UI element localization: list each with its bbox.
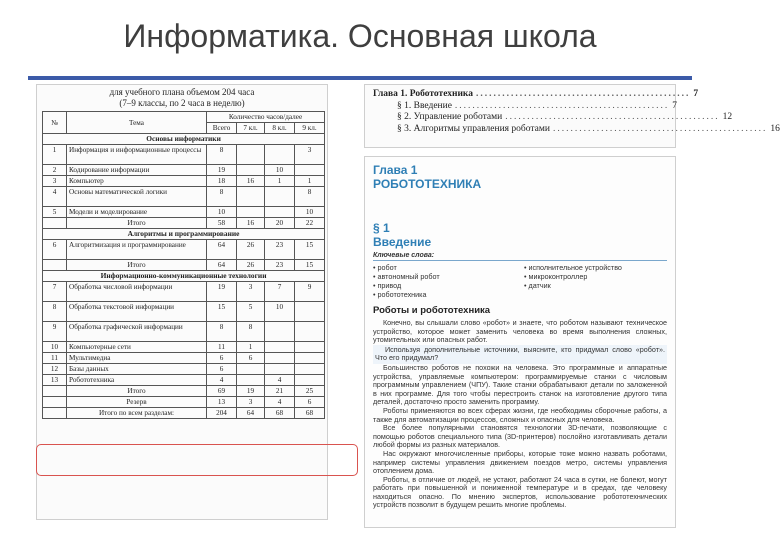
cell-grade7: 26 — [237, 260, 265, 271]
title-divider — [28, 76, 692, 80]
column-header-num: № — [43, 112, 67, 134]
cell-num — [43, 386, 67, 397]
cell-grade8: 23 — [265, 240, 295, 260]
cell-total: 18 — [207, 176, 237, 187]
cell-grade8 — [265, 353, 295, 364]
keyword-item: • робот — [373, 263, 516, 272]
keyword-item: • привод — [373, 281, 516, 290]
keyword-item: • робототехника — [373, 290, 516, 299]
cell-grade8 — [265, 207, 295, 218]
cell-grade9: 9 — [295, 282, 325, 302]
cell-num — [43, 408, 67, 419]
cell-num: 4 — [43, 187, 67, 207]
toc-leader: ................................................. — [476, 89, 691, 99]
cell-total: 19 — [207, 282, 237, 302]
keyword-item: • датчик — [524, 281, 667, 290]
cell-grade8: 1 — [265, 176, 295, 187]
cell-grade7 — [237, 375, 265, 386]
cell-grade8 — [265, 322, 295, 342]
cell-grade9: 8 — [295, 187, 325, 207]
cell-topic: Информация и информационные процессы — [67, 145, 207, 165]
toc-leader: ................................................. — [552, 123, 768, 134]
cell-total: 11 — [207, 342, 237, 353]
cell-grade8: 10 — [265, 302, 295, 322]
cell-grade8: 23 — [265, 260, 295, 271]
column-header-topic: Тема — [67, 112, 207, 134]
cell-grade8: 4 — [265, 397, 295, 408]
robotics-row-highlight — [36, 444, 358, 476]
table-row — [43, 342, 325, 353]
cell-grade9 — [295, 375, 325, 386]
cell-grade9: 22 — [295, 218, 325, 229]
cell-grade9 — [295, 302, 325, 322]
section-row — [43, 229, 325, 240]
slide-title: Информатика. Основная школа — [123, 18, 597, 54]
cell-total: 69 — [207, 386, 237, 397]
cell-topic: Основы математической логики — [67, 187, 207, 207]
toc-page: 16 — [770, 123, 780, 134]
question-note: Используя дополнительные источники, выясните, кто придумал слово «робот». Что его придумал? — [375, 344, 665, 363]
cell-grade8 — [265, 342, 295, 353]
plan-intro — [37, 85, 327, 111]
cell-topic: Алгоритмизация и программирование — [67, 240, 207, 260]
cell-grade7: 16 — [237, 218, 265, 229]
cell-topic: Итого — [67, 260, 207, 271]
cell-topic: Итого — [67, 386, 207, 397]
table-row — [43, 282, 325, 302]
cell-grade7: 8 — [237, 322, 265, 342]
table-row — [43, 176, 325, 187]
cell-grade9: 3 — [295, 145, 325, 165]
cell-grade8: 4 — [265, 375, 295, 386]
section-row — [43, 134, 325, 145]
paragraph-number: § 1 — [373, 221, 390, 235]
cell-topic: Кодирование информации — [67, 165, 207, 176]
cell-grade8 — [265, 364, 295, 375]
cell-grade9: 15 — [295, 240, 325, 260]
cell-total: 15 — [207, 302, 237, 322]
cell-topic: Модели и моделирование — [67, 207, 207, 218]
keyword-item: • автономный робот — [373, 272, 516, 281]
body-paragraph: Роботы, в отличие от людей, не устают, работают 24 часа в сутки, не болеют, могут работать при повышенной и пониженной температуре и в средах, где человеку находиться опасно. По мнению экспертов, использование робототехнических устройств позволит в будущем решить многие проблемы. — [373, 474, 667, 510]
cell-grade7: 5 — [237, 302, 265, 322]
cell-num — [43, 260, 67, 271]
column-header-hours: Количество часов/далее — [207, 112, 325, 123]
cell-num: 3 — [43, 176, 67, 187]
cell-grade7 — [237, 145, 265, 165]
body-paragraph: Большинство роботов не похожи на человека. Это программные и аппаратные устройства, управляемые компьютером: программируемые станки с числовым программным управлением (ЧПУ). Такие станки обрабатывают детали по заложенной в них программе. Для того чтобы перестроить станок на изготовление другого типа деталей, достаточно просто заменить программу. — [373, 362, 667, 407]
cell-grade9: 68 — [295, 408, 325, 419]
body-paragraph: Все более популярными становятся технологии 3D-печати, позволяющие с помощью роботов специального типа (3D-принтеров) послойно изготавливать детали любой формы из разных материалов. — [373, 423, 667, 450]
column-header-grade9: 9 кл. — [295, 123, 325, 134]
column-header-grade7: 7 кл. — [237, 123, 265, 134]
toc-label: Глава 1. Робототехника — [373, 89, 474, 99]
curriculum-plan-table — [42, 111, 325, 419]
body-text — [373, 319, 667, 510]
section-title: Алгоритмы и программирование — [43, 229, 325, 240]
table-row — [43, 302, 325, 322]
chapter-title: РОБОТОТЕХНИКА — [373, 177, 482, 191]
table-row — [43, 364, 325, 375]
cell-num: 5 — [43, 207, 67, 218]
toc-label: § 2. Управление роботами — [397, 112, 503, 122]
cell-total: 13 — [207, 397, 237, 408]
cell-grade7: 3 — [237, 282, 265, 302]
cell-total: 19 — [207, 165, 237, 176]
table-row — [43, 375, 325, 386]
body-paragraph: Нас окружают многочисленные приборы, которые тоже можно назвать роботами, например системы управления движением поездов метро, системы управления отоплением дома. — [373, 448, 667, 476]
body-paragraph: Роботы применяются во всех сферах жизни, где необходимы сборочные работы, а также для автоматизации процессов, сложных и опасных для человека. — [373, 405, 667, 424]
cell-topic: Резерв — [67, 397, 207, 408]
paragraph-title: Введение — [373, 235, 432, 249]
total-row — [43, 386, 325, 397]
cell-total: 4 — [207, 375, 237, 386]
cell-total: 64 — [207, 260, 237, 271]
cell-grade7: 64 — [237, 408, 265, 419]
column-header-total: Всего — [207, 123, 237, 134]
cell-topic: Итого по всем разделам: — [67, 408, 207, 419]
cell-topic: Обработка числовой информации — [67, 282, 207, 302]
cell-grade7: 6 — [237, 353, 265, 364]
section-row — [43, 271, 325, 282]
cell-num: 8 — [43, 302, 67, 322]
cell-grade9 — [295, 364, 325, 375]
plan-intro-line: для учебного плана объемом 204 часа — [109, 87, 255, 97]
toc-section-row — [373, 123, 780, 136]
total-row — [43, 397, 325, 408]
plan-intro-line: (7–9 классы, по 2 часа в неделю) — [119, 98, 245, 108]
cell-grade7 — [237, 187, 265, 207]
cell-topic: Итого — [67, 218, 207, 229]
cell-grade8 — [265, 187, 295, 207]
toc-page: 7 — [672, 100, 678, 111]
textbook-page — [364, 156, 676, 528]
cell-grade7: 16 — [237, 176, 265, 187]
cell-num: 11 — [43, 353, 67, 364]
cell-grade8: 21 — [265, 386, 295, 397]
table-of-contents — [364, 84, 780, 148]
cell-grade8: 68 — [265, 408, 295, 419]
toc-page: 12 — [722, 112, 733, 122]
cell-num: 6 — [43, 240, 67, 260]
cell-grade9 — [295, 353, 325, 364]
chapter-label: Глава 1 — [373, 163, 418, 177]
cell-num: 13 — [43, 375, 67, 386]
section-title: Информационно-коммуникационные технологии — [43, 271, 325, 282]
cell-grade9: 15 — [295, 260, 325, 271]
column-header-grade8: 8 кл. — [265, 123, 295, 134]
cell-total: 8 — [207, 322, 237, 342]
cell-grade9 — [295, 165, 325, 176]
curriculum-plan-body — [43, 134, 325, 419]
toc-label: § 3. Алгоритмы управления роботами — [397, 123, 550, 134]
cell-num: 9 — [43, 322, 67, 342]
cell-grade9 — [295, 322, 325, 342]
cell-grade7: 3 — [237, 397, 265, 408]
cell-num: 7 — [43, 282, 67, 302]
toc-section-row — [373, 100, 678, 113]
table-row — [43, 353, 325, 364]
cell-grade9: 1 — [295, 176, 325, 187]
cell-total: 6 — [207, 353, 237, 364]
cell-topic: Компьютерные сети — [67, 342, 207, 353]
cell-grade8: 20 — [265, 218, 295, 229]
cell-num: 2 — [43, 165, 67, 176]
table-row — [43, 207, 325, 218]
keywords-label: Ключевые слова: — [373, 252, 667, 261]
keywords-list — [373, 263, 667, 299]
toc-leader: ................................................. — [505, 112, 720, 122]
cell-topic: Базы данных — [67, 364, 207, 375]
cell-grade8: 7 — [265, 282, 295, 302]
cell-grade9: 10 — [295, 207, 325, 218]
section-heading: Роботы и робототехника — [373, 305, 491, 316]
cell-total: 64 — [207, 240, 237, 260]
body-paragraph: Конечно, вы слышали слово «робот» и знаете, что роботом называют техническое устройство, которое может заменить человека во время выполнения сложных, утомительных или опасных работ. — [373, 318, 667, 345]
toc-chapter-row — [373, 89, 699, 101]
cell-topic: Компьютер — [67, 176, 207, 187]
total-row — [43, 408, 325, 419]
cell-num: 10 — [43, 342, 67, 353]
cell-grade9 — [295, 342, 325, 353]
cell-grade7: 1 — [237, 342, 265, 353]
cell-grade7 — [237, 364, 265, 375]
cell-topic: Робототехника — [67, 375, 207, 386]
total-row — [43, 260, 325, 271]
cell-grade7: 26 — [237, 240, 265, 260]
table-row — [43, 145, 325, 165]
cell-total: 58 — [207, 218, 237, 229]
cell-num — [43, 218, 67, 229]
keyword-item: • микроконтроллер — [524, 272, 667, 281]
cell-total: 204 — [207, 408, 237, 419]
cell-total: 10 — [207, 207, 237, 218]
cell-num: 1 — [43, 145, 67, 165]
cell-topic: Обработка графической информации — [67, 322, 207, 342]
cell-num — [43, 397, 67, 408]
keyword-item: • исполнительное устройство — [524, 263, 667, 272]
cell-grade7 — [237, 207, 265, 218]
cell-total: 8 — [207, 145, 237, 165]
cell-topic: Мультимедиа — [67, 353, 207, 364]
total-row — [43, 218, 325, 229]
table-row — [43, 187, 325, 207]
toc-page: 7 — [693, 89, 699, 99]
table-row — [43, 240, 325, 260]
cell-total: 6 — [207, 364, 237, 375]
table-row — [43, 165, 325, 176]
cell-total: 8 — [207, 187, 237, 207]
cell-grade7 — [237, 165, 265, 176]
cell-topic: Обработка текстовой информации — [67, 302, 207, 322]
cell-grade9: 25 — [295, 386, 325, 397]
toc-section-row — [373, 112, 733, 124]
cell-grade8: 10 — [265, 165, 295, 176]
cell-grade8 — [265, 145, 295, 165]
toc-leader: ................................................. — [454, 100, 670, 111]
cell-grade9: 6 — [295, 397, 325, 408]
cell-num: 12 — [43, 364, 67, 375]
cell-grade7: 19 — [237, 386, 265, 397]
table-row — [43, 322, 325, 342]
section-title: Основы информатики — [43, 134, 325, 145]
toc-label: § 1. Введение — [397, 100, 452, 111]
